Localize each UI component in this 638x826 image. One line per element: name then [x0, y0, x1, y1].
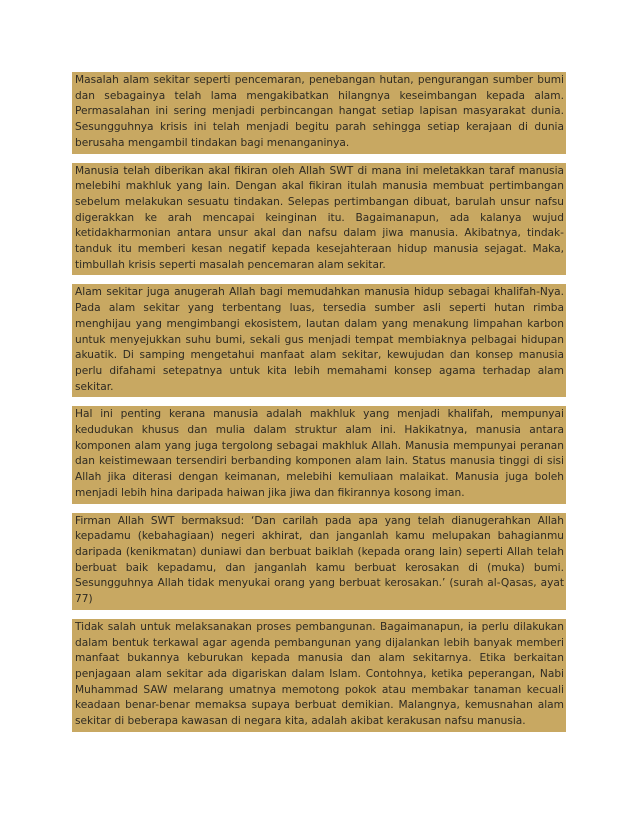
paragraph-3: Alam sekitar juga anugerah Allah bagi memudahkan manusia hidup sebagai khalifah-Nya. Pada alam sekitar yang terbentang luas, tersedia sumber asli seperti hutan rimba menghijau yang mengimbangi ekosistem, lautan dalam yang menakung limpahan karbon untuk menyejukkan suhu bumi, sekali gus menjadi tempat membiaknya pelbagai hidupan akuatik. Di samping mengetahui manfaat alam sekitar, kewujudan dan konsep manusia perlu difahami setepatnya untuk kita lebih memahami konsep agama terhadap alam sekitar. — [72, 284, 566, 397]
paragraph-4: Hal ini penting kerana manusia adalah makhluk yang menjadi khalifah, mempunyai kedudukan khusus dan mulia dalam struktur alam ini. Hakikatnya, manusia antara komponen alam yang juga tergolong sebagai makhluk Allah. Manusia mempunyai peranan dan keistimewaan tersendiri berbanding komponen alam lain. Status manusia tinggi di sisi Allah jika diterasi dengan keimanan, melebihi kemuliaan malaikat. Manusia juga boleh menjadi lebih hina daripada haiwan jika jiwa dan fikirannya kosong iman. — [72, 406, 566, 503]
paragraph-1: Masalah alam sekitar seperti pencemaran, penebangan hutan, pengurangan sumber bumi dan sebagainya telah lama mengakibatkan hilangnya keseimbangan kepada alam. Permasalahan ini sering menjadi perbincangan hangat setiap lapisan masyarakat dunia. Sesungguhnya krisis ini telah menjadi begitu parah sehingga setiap kerajaan di dunia berusaha mengambil tindakan bagi menanganinya. — [72, 72, 566, 154]
document-page — [72, 72, 566, 732]
paragraph-5: Firman Allah SWT bermaksud: ‘Dan carilah pada apa yang telah dianugerahkan Allah kepadamu (kebahagiaan) negeri akhirat, dan janganlah kamu melupakan bahagianmu daripada (kenikmatan) duniawi dan berbuat baiklah (kepada orang lain) seperti Allah telah berbuat baik kepadamu, dan janganlah kamu berbuat kerosakan di (muka) bumi. Sesungguhnya Allah tidak menyukai orang yang berbuat kerosakan.’ (surah al-Qasas, ayat 77) — [72, 513, 566, 610]
paragraph-6: Tidak salah untuk melaksanakan proses pembangunan. Bagaimanapun, ia perlu dilakukan dalam bentuk terkawal agar agenda pembangunan yang dijalankan lebih banyak memberi manfaat bukannya keburukan kepada manusia dan alam sekitarnya. Etika berkaitan penjagaan alam sekitar ada digariskan dalam Islam. Contohnya, ketika peperangan, Nabi Muhammad SAW melarang umatnya memotong pokok atau membakar tanaman kecuali keadaan benar-benar memaksa supaya berbuat demikian. Malangnya, kemusnahan alam sekitar di beberapa kawasan di negara kita, adalah akibat kerakusan nafsu manusia. — [72, 619, 566, 732]
paragraph-2: Manusia telah diberikan akal fikiran oleh Allah SWT di mana ini meletakkan taraf manusia melebihi makhluk yang lain. Dengan akal fikiran itulah manusia membuat pertimbangan sebelum melakukan sesuatu tindakan. Selepas pertimbangan dibuat, barulah unsur nafsu digerakkan ke arah mencapai keinginan itu. Bagaimanapun, ada kalanya wujud ketidakharmonian antara unsur akal dan nafsu dalam jiwa manusia. Akibatnya, tindak-tanduk itu memberi kesan negatif kepada kesejahteraan hidup manusia sejagat. Maka, timbullah krisis seperti masalah pencemaran alam sekitar. — [72, 163, 566, 276]
